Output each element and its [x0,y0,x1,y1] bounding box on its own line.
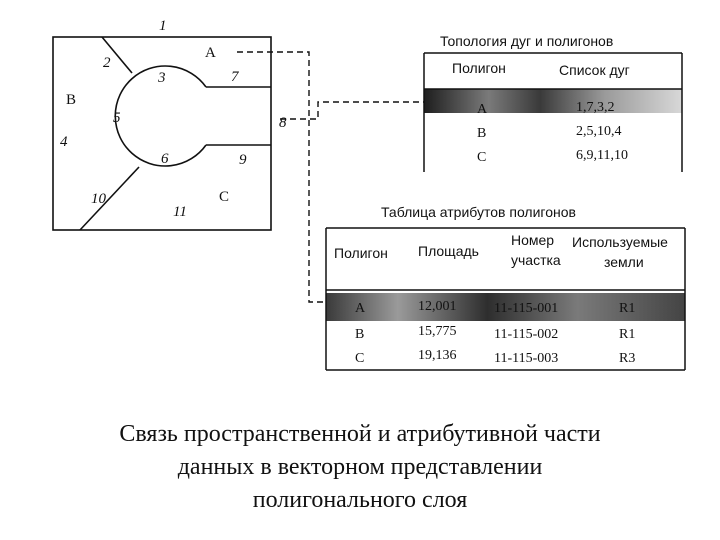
polygon-label-b: B [66,92,77,108]
attribute-header-landuse [572,234,668,270]
attribute-row-c-area: 19,136 [418,348,457,363]
topology-row-highlight [424,89,682,113]
attribute-table [326,228,685,370]
polygon-label-a: A [205,45,216,61]
caption-line-2: данных в векторном представлении [177,454,543,480]
attribute-row-c-landuse: R3 [619,351,636,366]
attribute-header-landuse-line2: земли [604,254,644,270]
topology-row-c-arcs: 6,9,11,10 [576,148,628,163]
attribute-row-b-parcel: 11-115-002 [494,327,559,342]
attribute-header-area: Площадь [418,243,479,259]
topology-row-a-polygon: A [477,102,488,117]
attribute-header-parcel [511,232,561,268]
keyhole-boundary [115,66,271,166]
arc-label-8: 8 [279,115,287,131]
attribute-row-a-area: 12,001 [418,299,457,314]
arc-label-11: 11 [173,204,187,220]
attribute-row-a-polygon: A [355,301,366,316]
topology-header-arcs: Список дуг [559,62,630,78]
attribute-header-landuse-line1: Используемые [572,234,668,250]
attribute-row-a-landuse: R1 [619,301,636,316]
polygon-map [53,37,271,230]
arc-10-line [80,167,139,230]
attribute-header-polygon: Полигон [334,245,388,261]
attribute-table-title: Таблица атрибутов полигонов [381,204,576,220]
topology-table [424,53,682,172]
attribute-row-b-area: 15,775 [418,324,457,339]
arc-label-6: 6 [161,151,169,167]
arc-label-3: 3 [158,70,166,86]
link-polygon-to-topology-table [280,102,424,119]
arc-label-4: 4 [60,134,68,150]
attribute-row-b-polygon: B [355,327,365,342]
link-lines [237,52,424,302]
figure-caption [0,418,720,517]
arc-label-7: 7 [231,69,239,85]
topology-table-title: Топология дуг и полигонов [440,33,614,49]
attribute-header-parcel-line1: Номер [511,232,555,248]
attribute-row-c-parcel: 11-115-003 [494,351,559,366]
topology-row-a-arcs: 1,7,3,2 [576,100,615,115]
arc-label-2: 2 [103,55,111,71]
topology-row-b-polygon: B [477,126,487,141]
attribute-header-parcel-line2: участка [511,252,561,268]
arc-label-9: 9 [239,152,247,168]
caption-line-3: полигонального слоя [252,487,468,513]
arc-label-10: 10 [91,191,106,207]
attribute-row-a-parcel: 11-115-001 [494,301,559,316]
topology-header-polygon: Полигон [452,60,506,76]
topology-row-c-polygon: C [477,150,487,165]
caption-line-1: Связь пространственной и атрибутивной части [119,421,601,447]
attribute-row-b-landuse: R1 [619,327,636,342]
arc-label-5: 5 [113,110,121,126]
attribute-row-c-polygon: C [355,351,365,366]
arc-label-1: 1 [159,18,167,34]
link-a-to-attribute-table [237,52,326,302]
polygon-label-c: C [219,189,230,205]
topology-row-b-arcs: 2,5,10,4 [576,124,622,139]
